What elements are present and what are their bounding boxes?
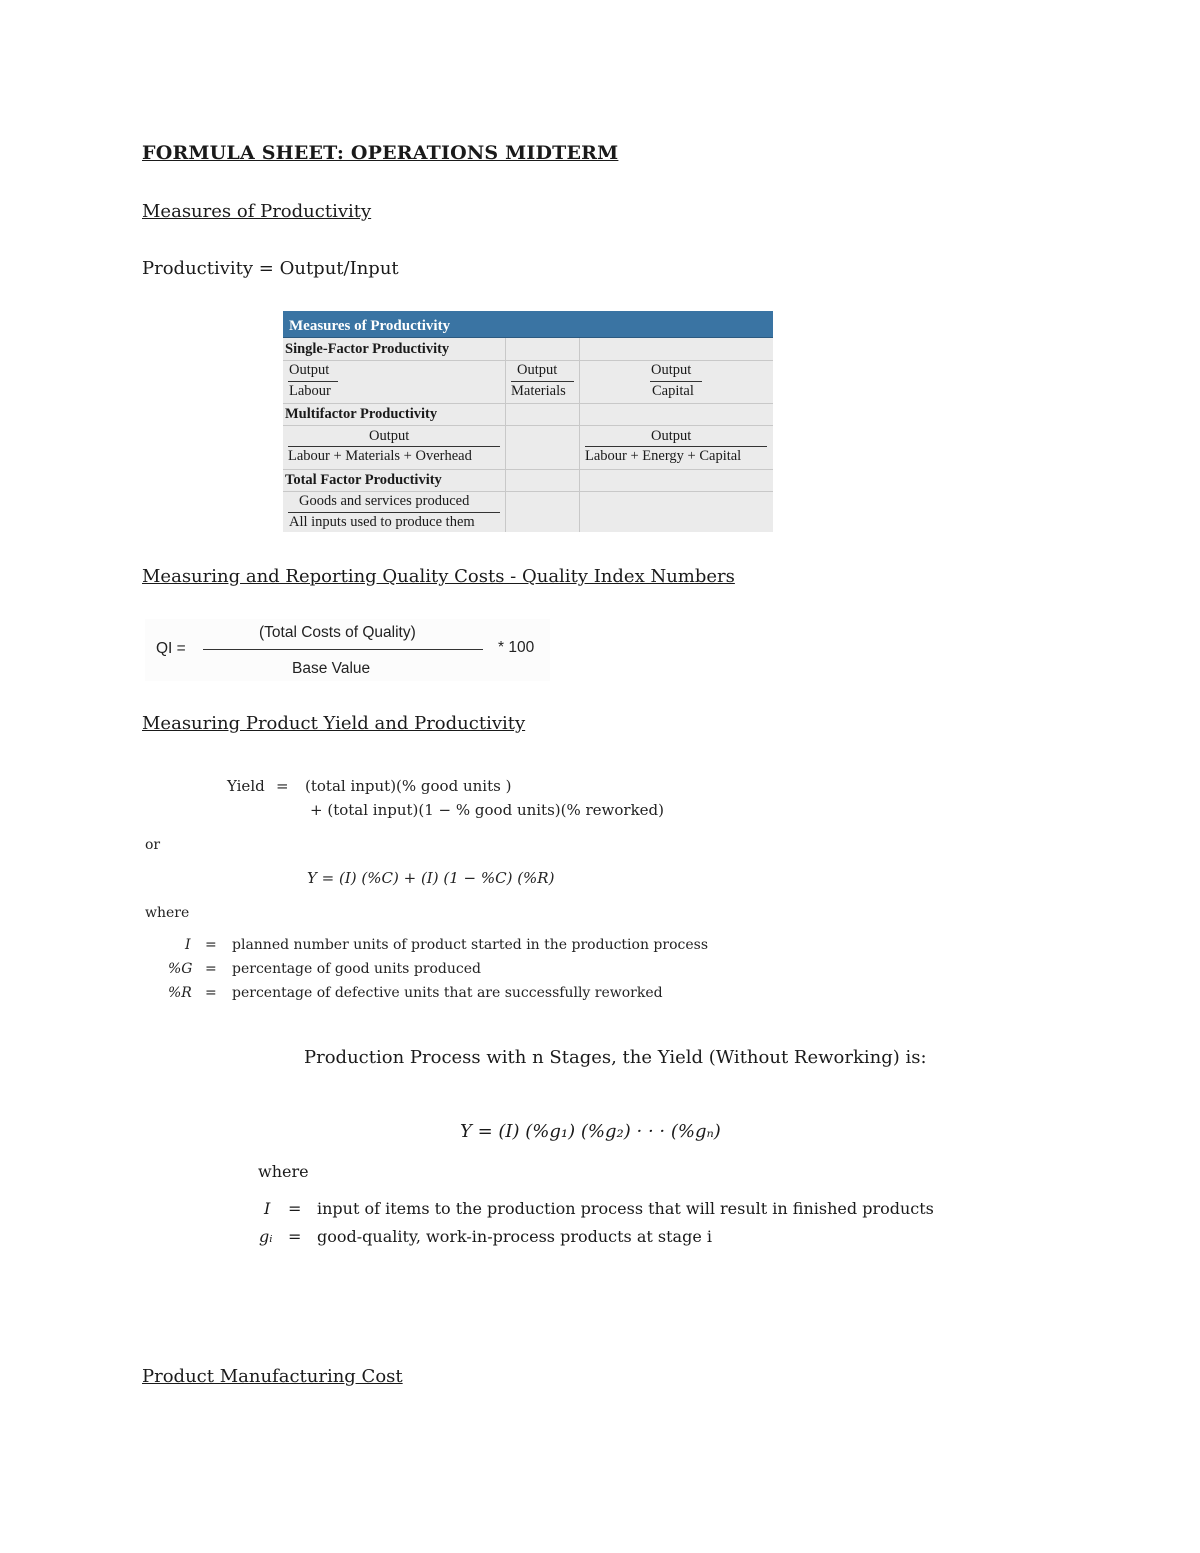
section-heading-productivity: Measures of Productivity (142, 201, 372, 222)
sf-capital-denominator: Capital (652, 383, 694, 399)
productivity-formula: Productivity = Output/Input (142, 258, 399, 279)
single-factor-label: Single-Factor Productivity (285, 341, 450, 357)
mf-numerator-1: Output (369, 428, 410, 444)
quality-index-formula (145, 619, 550, 681)
multifactor-label: Multifactor Productivity (285, 406, 438, 422)
def-R-symbol: %R (168, 985, 192, 1001)
n-stages-def-I-symbol: I (264, 1199, 271, 1218)
tf-numerator: Goods and services produced (299, 493, 470, 509)
yield-symbolic-formula: Y = (I) (%C) + (I) (1 − %C) (%R) (307, 869, 555, 887)
def-I-symbol: I (185, 937, 191, 953)
qi-label: QI = (156, 640, 186, 657)
mf-denominator-2: Labour + Energy + Capital (585, 448, 742, 464)
section-heading-manufacturing: Product Manufacturing Cost (142, 1366, 403, 1387)
productivity-measures-table (283, 311, 773, 532)
table-header: Measures of Productivity (283, 311, 773, 338)
def-R-text: percentage of defective units that are successfully reworked (232, 985, 663, 1001)
def-G-text: percentage of good units produced (232, 961, 481, 977)
or-text: or (145, 837, 161, 853)
mf-numerator-2: Output (651, 428, 692, 444)
mf-denominator-1: Labour + Materials + Overhead (288, 448, 472, 464)
n-stages-intro: Production Process with n Stages, the Yield (Without Reworking) is: (304, 1047, 927, 1068)
section-heading-quality: Measuring and Reporting Quality Costs - Quality Index Numbers (142, 566, 735, 587)
sf-materials-numerator: Output (517, 362, 558, 378)
qi-denominator: Base Value (292, 660, 371, 677)
yield-label: Yield (227, 777, 265, 795)
total-factor-label: Total Factor Productivity (285, 472, 442, 488)
def-I-text: planned number units of product started in the production process (232, 937, 708, 953)
yield-equals: = (276, 777, 289, 795)
n-stages-def-g-symbol: gᵢ (259, 1227, 273, 1246)
qi-multiplier: * 100 (498, 639, 535, 656)
qi-numerator: (Total Costs of Quality) (259, 624, 416, 641)
tf-denominator: All inputs used to produce them (289, 514, 475, 530)
sf-capital-numerator: Output (651, 362, 692, 378)
sf-labour-numerator: Output (289, 362, 330, 378)
sf-materials-denominator: Materials (511, 383, 566, 399)
qi-fraction-line (203, 649, 483, 650)
n-stages-formula: Y = (I) (%g₁) (%g₂) · · · (%gₙ) (460, 1121, 721, 1142)
section-heading-yield: Measuring Product Yield and Productivity (142, 713, 526, 734)
document-title: FORMULA SHEET: OPERATIONS MIDTERM (142, 142, 619, 164)
n-stages-def-I-text: input of items to the production process that will result in finished products (317, 1199, 934, 1218)
n-stages-where: where (258, 1162, 309, 1181)
where-text: where (145, 905, 190, 921)
def-G-symbol: %G (168, 961, 193, 977)
yield-line-1: (total input)(% good units ) (305, 777, 512, 795)
sf-labour-denominator: Labour (289, 383, 331, 399)
yield-line-2: + (total input)(1 − % good units)(% reworked) (310, 801, 665, 819)
n-stages-def-g-text: good-quality, work-in-process products at stage i (317, 1227, 712, 1246)
